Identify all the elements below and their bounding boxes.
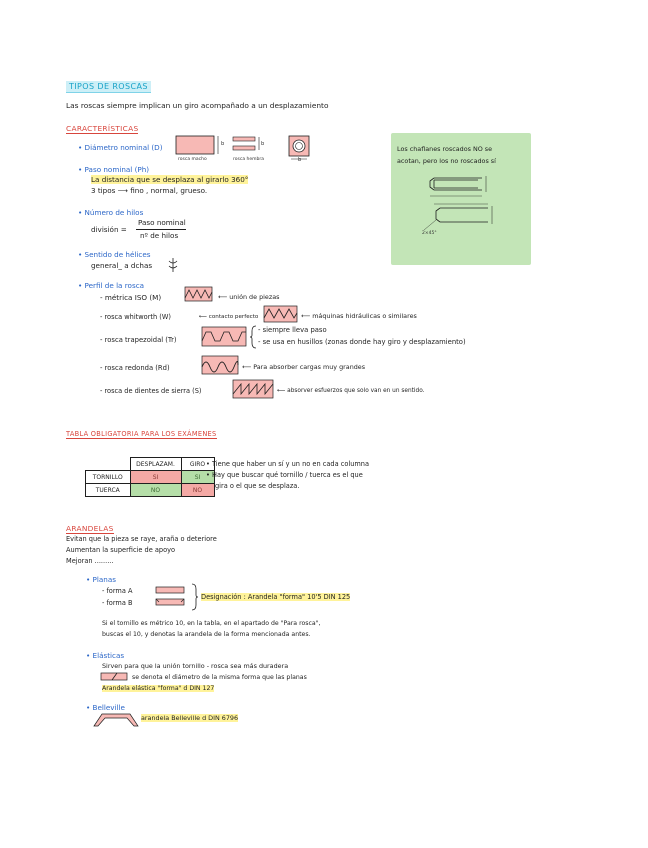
whitworth-note: ⟵ máquinas hidráulicas o similares: [301, 312, 417, 320]
table-row: TORNILLO SI SI: [86, 471, 215, 484]
section-tabla-header: TABLA OBLIGATORIA PARA LOS EXÁMENES: [66, 430, 217, 438]
elasticas-line1: Sirven para que la unión tornillo - rosca sea más duradera: [102, 662, 289, 670]
tabla-note3: gira o el que se desplaza.: [215, 482, 300, 490]
arandelas-line2: Aumentan la superficie de apoyo: [66, 546, 176, 554]
nota-text1: Los chaflanes roscados NO se: [397, 145, 493, 153]
perfil-whitworth: - rosca whitworth (W): [100, 313, 171, 321]
planas-nota2: buscas el 10, y denotas la arandela de la forma mencionada antes.: [102, 631, 311, 638]
tabla-note1: • Tiene que haber un sí y un no en cada columna: [206, 460, 370, 468]
metrica-note: ⟵ unión de piezas: [218, 293, 280, 301]
redonda-profile-fig: [201, 355, 241, 376]
page-title: TIPOS DE ROSCAS: [66, 82, 151, 91]
col-desplazam: DESPLAZAM.: [130, 458, 181, 471]
sierra-profile-fig: [232, 379, 276, 400]
chaflan-drawings: [420, 170, 510, 240]
elasticas-line2: se denota el diámetro de la misma forma que las planas: [132, 674, 307, 681]
sierra-note: ⟵ absorver esfuerzos que solo van en un sentido.: [277, 388, 425, 394]
forma-a: - forma A: [102, 587, 133, 595]
perfil-redonda: - rosca redonda (Rd): [100, 364, 170, 372]
arandela-belleville-fig: [92, 711, 140, 729]
hilos-label: • Número de hilos: [78, 208, 144, 217]
arandela-planas-fig: [154, 585, 188, 609]
planas-nota1: Si el tornillo es métrico 10, en la tabla, en el apartado de "Para rosca",: [102, 620, 321, 627]
whitworth-mid: ⟵ contacto perfecto: [199, 314, 259, 320]
trap-note1: - siempre lleva paso: [258, 326, 327, 334]
sentido-text: general_ a dchas: [91, 261, 153, 270]
elasticas-line3: Arandela elástica "forma" d DIN 127: [102, 685, 215, 692]
brace-icon: [250, 325, 258, 349]
section-arandelas-header: ARANDELAS: [66, 524, 114, 533]
trap-note2: - se usa en husillos (zonas donde hay giro y desplazamiento): [258, 338, 466, 346]
whitworth-profile-fig: [263, 305, 299, 324]
fig-b-label-2: b: [261, 141, 265, 147]
tabla-note2: • Hay que buscar qué tornillo / tuerca es el que: [206, 471, 363, 479]
metrica-profile-fig: [184, 286, 214, 303]
col-giro: GIRO: [181, 458, 214, 471]
intro-text: Las roscas siempre implican un giro acompañado a un desplazamiento: [66, 101, 329, 110]
helix-icon: [167, 257, 179, 273]
perfil-trapezoidal: - rosca trapezoidal (Tr): [100, 336, 177, 344]
diametro-label: • Diámetro nominal (D): [78, 143, 163, 152]
fraction-line: [136, 229, 186, 230]
caption-hembra: rosca hembra: [233, 157, 264, 162]
nota-dim: 2×45°: [422, 231, 437, 236]
fig-b-label-3: b: [298, 157, 302, 163]
elasticas-label: • Elásticas: [86, 651, 125, 660]
perfil-metrica: - métrica ISO (M): [100, 293, 162, 302]
belleville-label: • Belleville: [86, 703, 125, 712]
nota-text2: acotan, pero los no roscados sí: [397, 157, 496, 165]
tabla-obligatoria: [85, 457, 215, 497]
sentido-label: • Sentido de hélices: [78, 250, 151, 259]
perfil-sierra: - rosca de dientes de sierra (S): [100, 387, 202, 395]
arandelas-line3: Mejoran .........: [66, 557, 114, 565]
arandelas-line1: Evitan que la pieza se raye, araña o deteriore: [66, 535, 217, 543]
section-caracteristicas-header: CARACTERÍSTICAS: [66, 124, 139, 133]
paso-label: • Paso nominal (Ph): [78, 165, 150, 174]
planas-designacion: Designación : Arandela "forma" 10'5 DIN 125: [201, 593, 351, 601]
hilos-prefix: división =: [91, 225, 127, 234]
paso-line1: La distancia que se desplaza al girarlo 360°: [91, 175, 249, 184]
caption-macho: rosca macho: [178, 157, 207, 162]
redonda-note: ⟵ Para absorber cargas muy grandes: [242, 363, 366, 371]
rosca-macho-fig: [176, 136, 214, 154]
hilos-numerator: Paso nominal: [138, 218, 186, 227]
hilos-denominator: nº de hilos: [140, 231, 179, 240]
rosca-hembra-fig: [233, 137, 255, 141]
paso-line2: 3 tipos ⟶ fino , normal, grueso.: [91, 186, 208, 195]
brace-icon-2: [190, 583, 198, 611]
threads-table: [85, 457, 215, 497]
fig-b-label-1: b: [221, 141, 225, 147]
table-row: TUERCA NO NO: [86, 484, 215, 497]
trapezoidal-profile-fig: [201, 326, 249, 348]
belleville-text: arandela Belleville d DIN 6796: [141, 714, 239, 722]
planas-label: • Planas: [86, 575, 116, 584]
arandela-elastica-fig: [100, 672, 130, 682]
perfil-label: • Perfil de la rosca: [78, 281, 145, 290]
forma-b: - forma B: [102, 599, 133, 607]
